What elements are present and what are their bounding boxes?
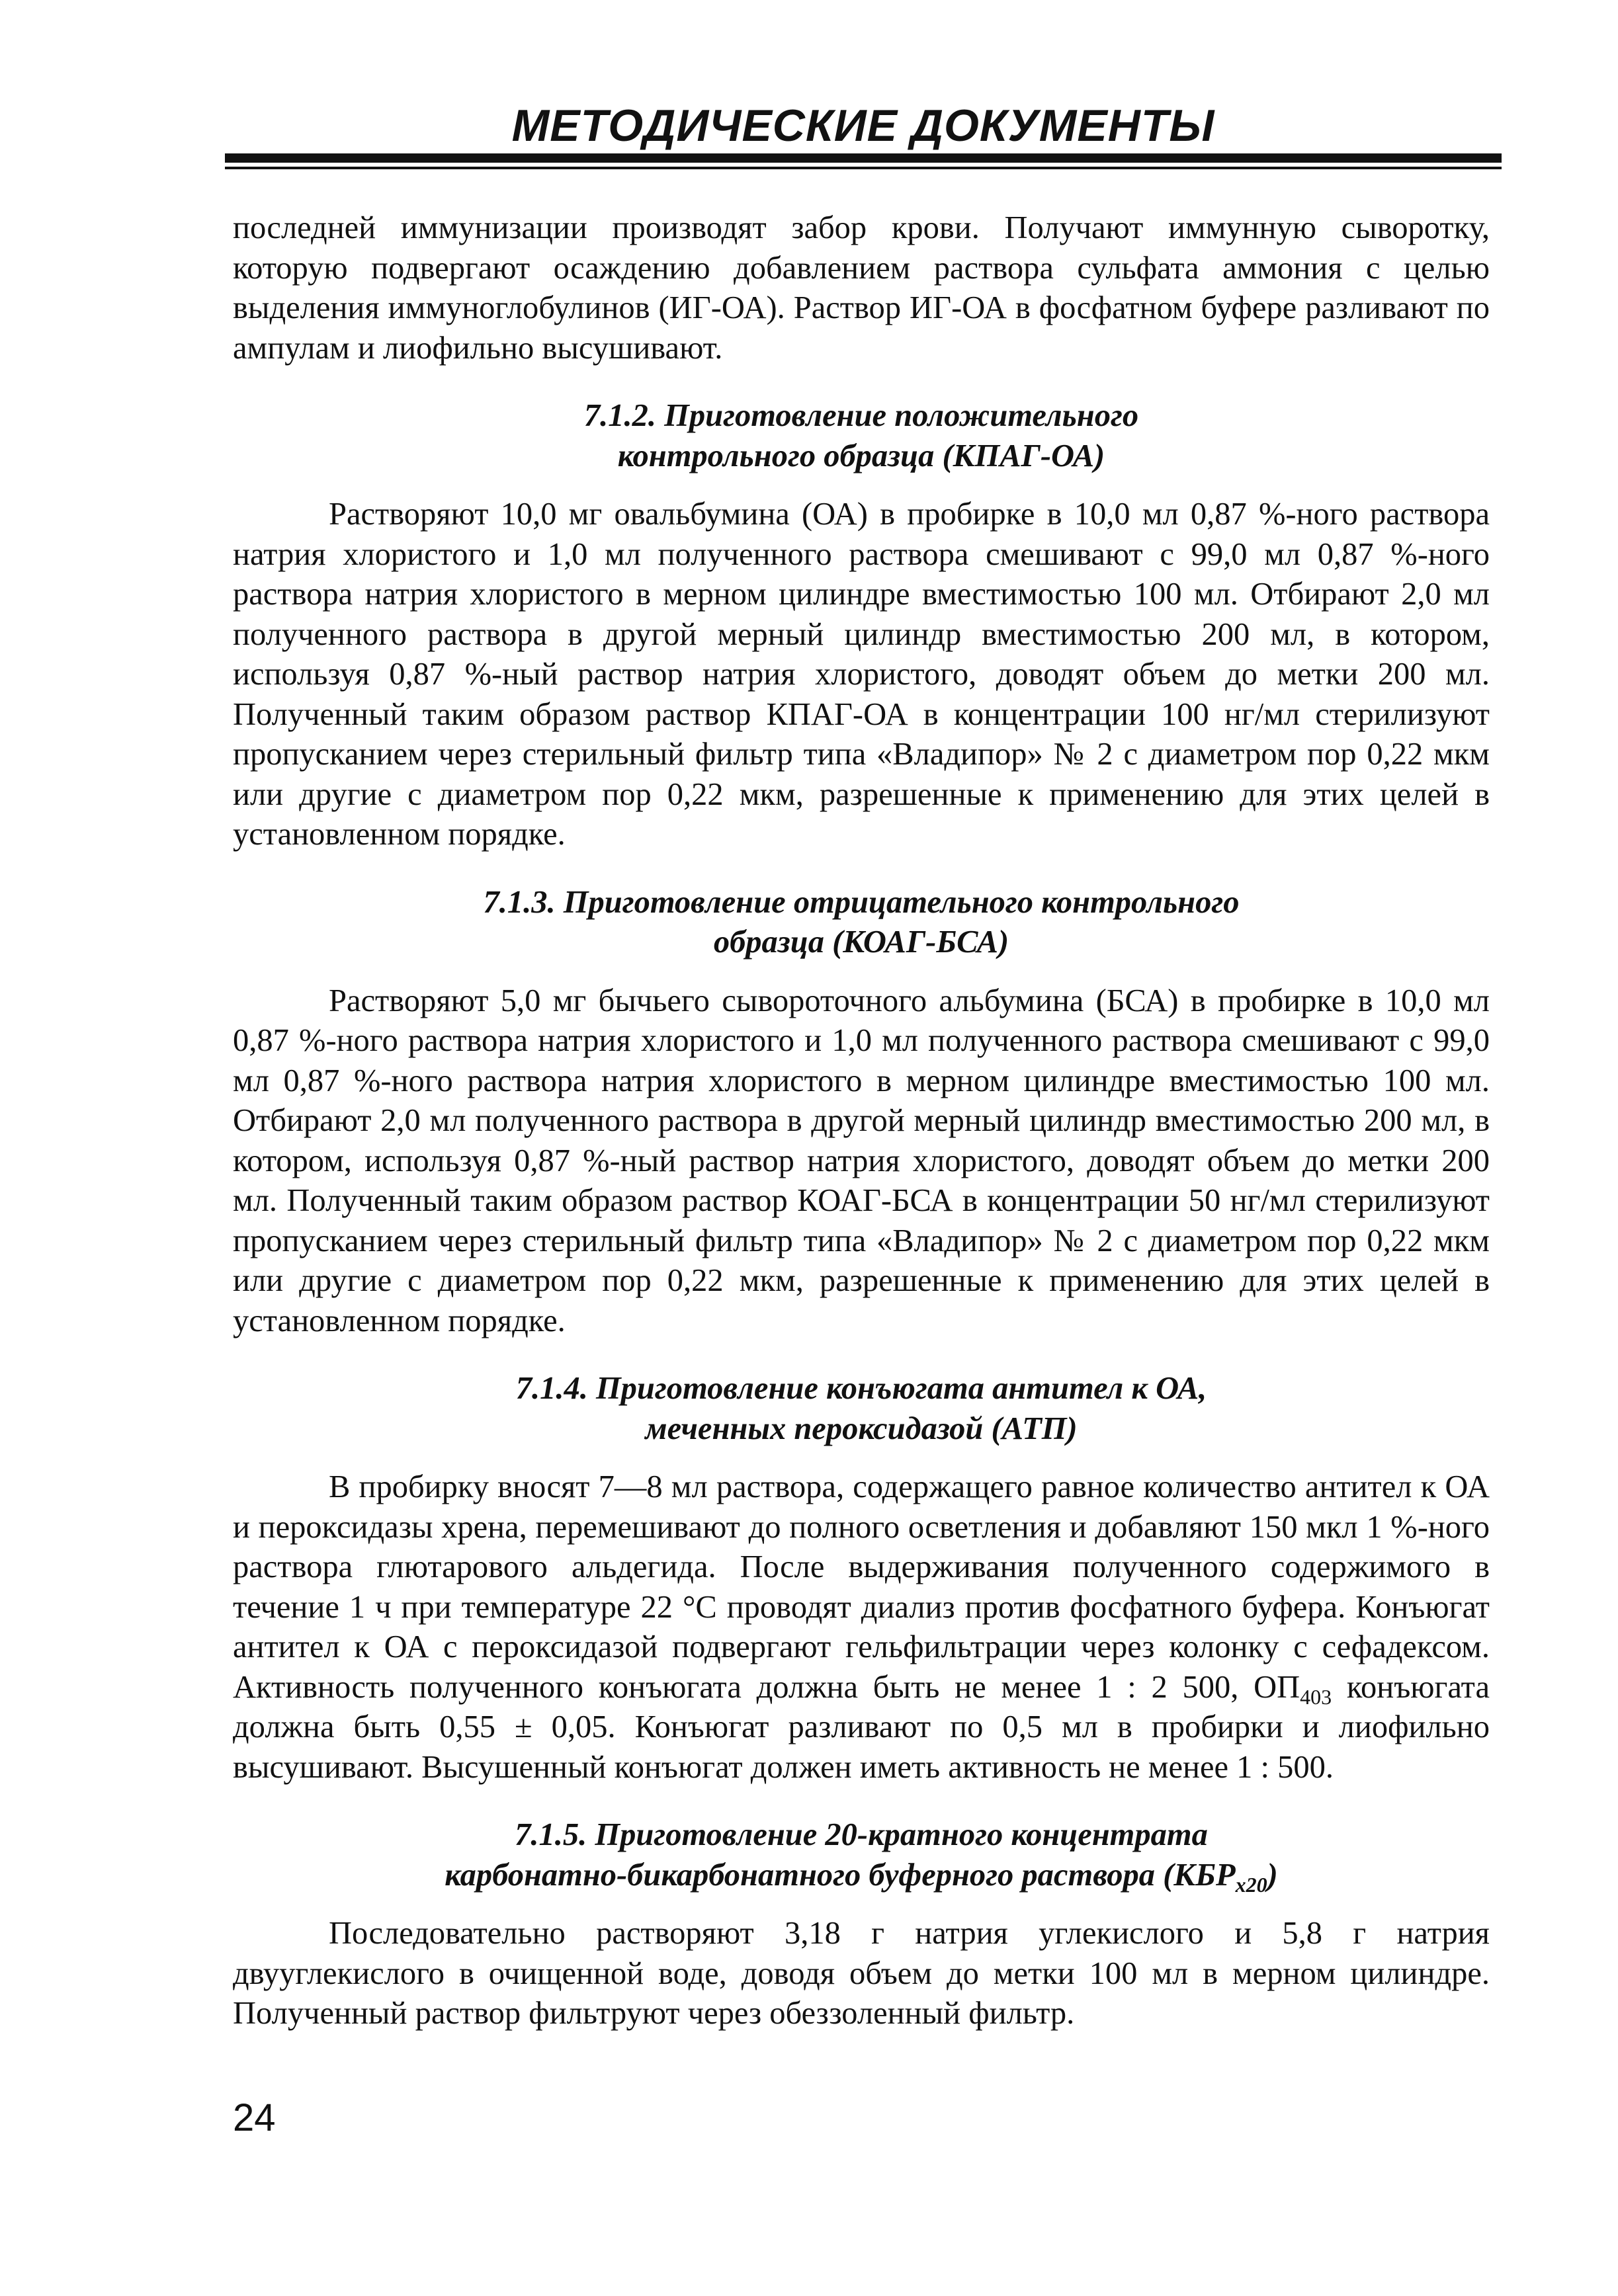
section-heading-line2-end: )	[1267, 1857, 1278, 1893]
section-body: Растворяют 10,0 мг овальбумина (ОА) в пробирке в 10,0 мл 0,87 %-ного раствора натрия хлористого и 1,0 мл полученного раствора смешивают с 99,0 мл 0,87 %-ного раствора натрия хлористого в мерном цилиндре вместимостью 100 мл. Отбирают 2,0 мл полученного раствора в другой мерный цилиндр вместимостью 200 мл, в котором, используя 0,87 %-ный раствор натрия хлористого, доводят объем до метки 200 мл. Полученный таким образом раствор КПАГ-ОА в концентрации 100 нг/мл стерилизуют пропусканием через стерильный фильтр типа «Владипор» № 2 с диаметром пор 0,22 мкм или другие с диаметром пор 0,22 мкм, разрешенные к применению для этих целей в установленном порядке.	[233, 497, 1490, 852]
section-heading-line1: 7.1.4. Приготовление конъюгата антител к ОА,	[515, 1371, 1207, 1406]
section-7-1-5	[233, 1815, 1490, 2034]
section-heading-line2: контрольного образца (КПАГ-ОА)	[617, 438, 1105, 473]
page-number: 24	[233, 2096, 276, 2139]
section-body-part2: конъюгата должна быть 0,55 ± 0,05. Конъюгат разливают по 0,5 мл в пробирки и лиофильно высушивают. Высушенный конъюгат должен иметь активность не менее 1 : 500.	[233, 1669, 1490, 1785]
section-heading-line1: 7.1.5. Приготовление 20-кратного концентрата	[515, 1817, 1208, 1852]
page-content	[233, 208, 1490, 2034]
intro-paragraph: последней иммунизации производят забор крови. Получают иммунную сыворотку, которую подвергают осаждению добавлением раствора сульфата аммония с целью выделения иммуноглобулинов (ИГ-ОА). Раствор ИГ-ОА в фосфатном буфере разливают по ампулам и лиофильно высушивают.	[233, 210, 1490, 366]
header-rule-thin	[225, 167, 1502, 169]
section-heading-line2: образца (КОАГ-БСА)	[713, 924, 1009, 960]
header-rule-thick	[225, 153, 1502, 163]
header-title: МЕТОДИЧЕСКИЕ ДОКУМЕНТЫ	[511, 101, 1215, 151]
section-body: Растворяют 5,0 мг бычьего сывороточного альбумина (БСА) в пробирке в 10,0 мл 0,87 %-ного раствора натрия хлористого и 1,0 мл полученного раствора смешивают с 99,0 мл 0,87 %-ного раствора натрия хлористого в мерном цилиндре вместимостью 100 мл. Отбирают 2,0 мл полученного раствора в другой мерный цилиндр вместимостью 200 мл, в котором, используя 0,87 %-ный раствор натрия хлористого, доводят объем до метки 200 мл. Полученный таким образом раствор КОАГ-БСА в концентрации 50 нг/мл стерилизуют пропусканием через стерильный фильтр типа «Владипор» № 2 с диаметром пор 0,22 мкм или другие с диаметром пор 0,22 мкм, разрешенные к применению для этих целей в установленном порядке.	[233, 983, 1490, 1338]
section-7-1-3	[233, 883, 1490, 1342]
section-7-1-2	[233, 396, 1490, 855]
page-header	[225, 99, 1502, 169]
optical-density-subscript: 403	[1300, 1684, 1332, 1709]
section-body	[233, 1467, 1490, 1787]
section-7-1-4	[233, 1369, 1490, 1787]
section-body: Последовательно растворяют 3,18 г натрия углекислого и 5,8 г натрия двууглекислого в очищенной воде, доводя объем до метки 100 мл в мерном цилиндре. Полученный раствор фильтруют через обеззоленный фильтр.	[233, 1916, 1490, 2031]
section-heading-line2-main: карбонатно-бикарбонатного буферного раствора (КБР	[445, 1857, 1236, 1893]
section-heading-line1: 7.1.2. Приготовление положительного	[583, 398, 1139, 433]
section-heading-line2: меченных пероксидазой (АТП)	[645, 1411, 1078, 1446]
section-heading-line2	[233, 1856, 1490, 1896]
heading-subscript: х20	[1235, 1872, 1267, 1897]
section-body-part1: В пробирку вносят 7—8 мл раствора, содержащего равное количество антител к ОА и пероксидазы хрена, перемешивают до полного осветления и добавляют 150 мкл 1 %-ного раствора глютарового альдегида. После выдерживания полученного содержимого в течение 1 ч при температуре 22 °С проводят диализ против фосфатного буфера. Конъюгат антител к ОА с пероксидазой подвергают гельфильтрации через колонку с сефадексом. Активность полученного конъюгата должна быть не менее 1 : 2 500, ОП	[233, 1469, 1490, 1705]
section-heading-line1: 7.1.3. Приготовление отрицательного контрольного	[483, 884, 1240, 920]
